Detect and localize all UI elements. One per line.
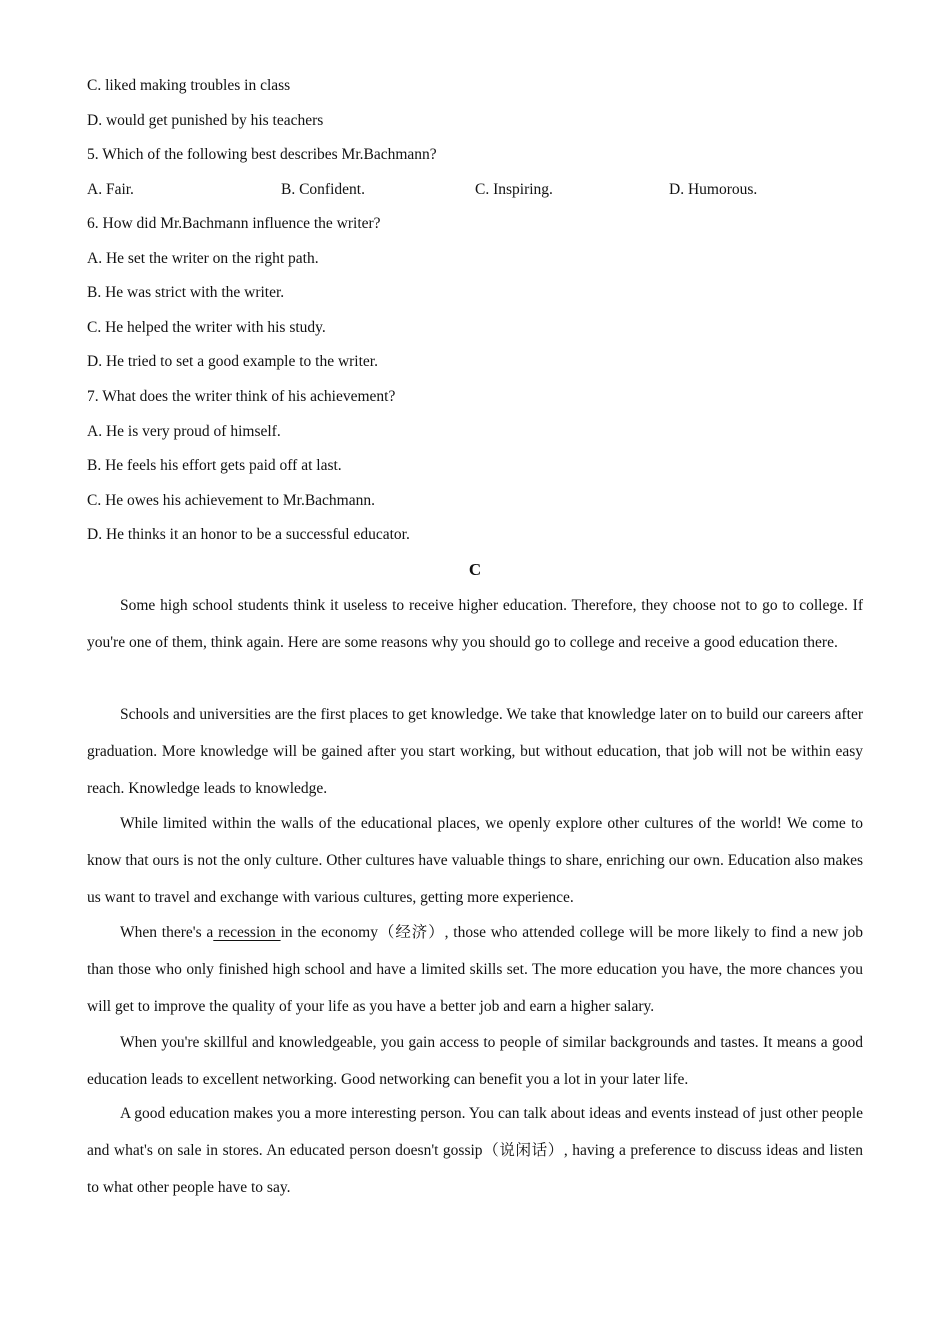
underlined-word-recession: recession [213,924,281,941]
q7-option-c: C. He owes his achievement to Mr.Bachmann. [87,492,375,509]
q5-option-d: D. Humorous. [669,181,758,198]
passage-paragraph-4 [87,914,863,1025]
q6-option-b: B. He was strict with the writer. [87,284,285,301]
q4-option-d: D. would get punished by his teachers [87,112,324,129]
q7-option-d: D. He thinks it an honor to be a successful educator. [87,526,410,543]
q5-question: 5. Which of the following best describes Mr.Bachmann? [87,146,437,163]
q7-question: 7. What does the writer think of his achievement? [87,388,396,405]
paragraph-4-lead: When there's a [120,924,214,941]
q6-question: 6. How did Mr.Bachmann influence the writer? [87,215,381,232]
passage-paragraph-5: When you're skillful and knowledgeable, you gain access to people of similar backgrounds and tastes. It means a good education leads to excellent networking. Good networking can benefit you a lot in your later life. [87,1034,863,1088]
passage-paragraph-2: Schools and universities are the first places to get knowledge. We take that knowledge later on to build our careers after graduation. More knowledge will be gained after you start working, but without education, that job will not be within easy reach. Knowledge leads to knowledge. [87,706,863,797]
q5-option-b: B. Confident. [281,181,365,198]
passage-paragraph-6: A good education makes you a more interesting person. You can talk about ideas and events instead of just other people and what's on sale in stores. An educated person doesn't gossip（说闲话）, having a preference to discuss ideas and listen to what other people have to say. [87,1105,863,1196]
q5-option-a: A. Fair. [87,181,134,198]
q6-option-d: D. He tried to set a good example to the writer. [87,353,378,370]
q6-option-a: A. He set the writer on the right path. [87,250,319,267]
q6-option-c: C. He helped the writer with his study. [87,319,326,336]
q7-option-b: B. He feels his effort gets paid off at last. [87,457,342,474]
passage-paragraph-1: Some high school students think it useless to receive higher education. Therefore, they choose not to go to college. If you're one of them, think again. Here are some reasons why you should go to college and receive a good education there. [87,597,863,651]
paragraph-4-rest: in the economy（经济）, those who attended college will be more likely to find a new job than those who only finished high school and have a limited skills set. The more education you have, the more chances you will get to improve the quality of your life as you have a better job and earn a higher salary. [87,924,863,1015]
q7-option-a: A. He is very proud of himself. [87,423,281,440]
q4-option-c: C. liked making troubles in class [87,77,291,94]
q5-option-c: C. Inspiring. [475,181,553,198]
passage-paragraph-3: While limited within the walls of the educational places, we openly explore other cultures of the world! We come to know that ours is not the only culture. Other cultures have valuable things to share, enriching our own. Education also makes us want to travel and exchange with various cultures, getting more experience. [87,815,863,906]
section-heading: C [468,560,482,579]
